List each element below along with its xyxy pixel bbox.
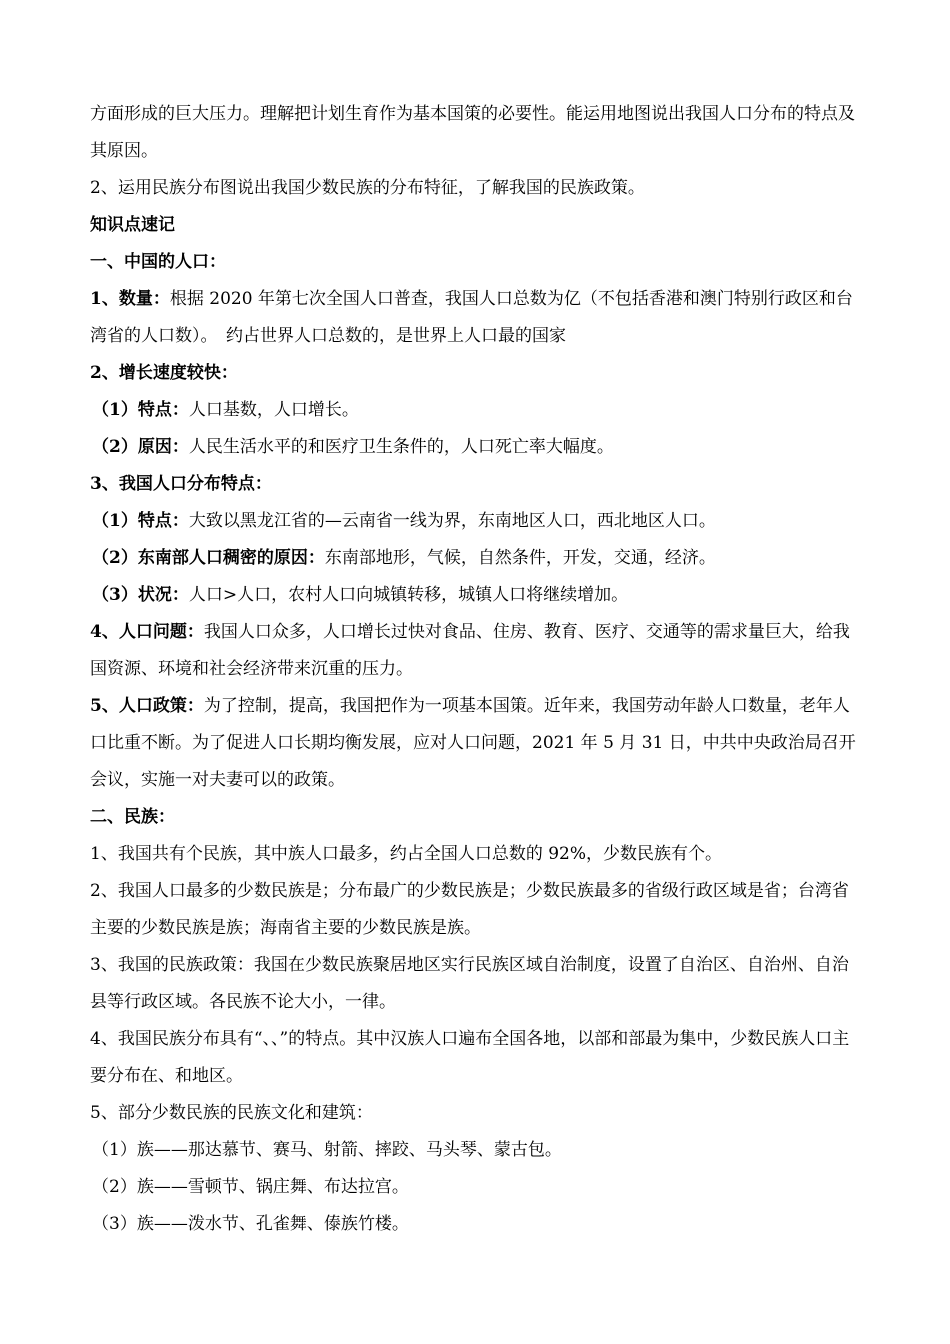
item-distribution-feature — [90, 503, 862, 540]
ethnic-item-3: 3、我国的民族政策：我国在少数民族聚居地区实行民族区域自治制度，设置了自治区、自治州、自治县等行政区域。各民族不论大小，一律。 — [90, 955, 849, 1012]
intro-point-2: 2、运用民族分布图说出我国少数民族的分布特征，了解我国的民族政策。 — [90, 178, 645, 198]
item-label: （2）东南部人口稠密的原因： — [92, 548, 325, 568]
item-text: 人民生活水平的和医疗卫生条件的，人口死亡率大幅度。 — [188, 437, 614, 457]
item-distribution: 3、我国人口分布特点： — [90, 474, 272, 494]
item-text: 人口>人口，农村人口向城镇转移，城镇人口将继续增加。 — [188, 585, 629, 605]
heading-knowledge-points: 知识点速记 — [90, 215, 175, 235]
heading-section-ethnic: 二、民族： — [90, 807, 175, 827]
item-label: （1）特点： — [92, 511, 189, 531]
item-label: （1）特点： — [92, 400, 189, 420]
item-text: 大致以黑龙江省的—云南省一线为界，东南地区人口，西北地区人口。 — [188, 511, 716, 531]
item-text: 东南部地形，气候，自然条件，开发，交通，经济。 — [324, 548, 716, 568]
item-label: （3）状况： — [92, 585, 189, 605]
item-text: 人口基数，人口增长。 — [188, 400, 359, 420]
heading-section-population: 一、中国的人口： — [90, 252, 226, 272]
item-growth-feature — [90, 392, 862, 429]
item-growth-reason — [90, 429, 862, 466]
item-text: 我国人口众多，人口增长过快对食品、住房、教育、医疗、交通等的需求量巨大，给我国资源、环境和社会经济带来沉重的压力。 — [90, 622, 850, 679]
ethnic-item-5-1: （1）族——那达慕节、赛马、射箭、摔跤、马头琴、蒙古包。 — [92, 1140, 562, 1160]
ethnic-item-2: 2、我国人口最多的少数民族是；分布最广的少数民族是；少数民族最多的省级行政区域是省；台湾省主要的少数民族是族；海南省主要的少数民族是族。 — [90, 881, 849, 938]
item-text: 根据 2020 年第七次全国人口普查，我国人口总数为亿（不包括香港和澳门特别行政区和台湾省的人口数）。 约占世界人口总数的，是世界上人口最的国家 — [90, 289, 853, 346]
document-page — [90, 96, 862, 1243]
ethnic-item-5-3: （3）族——泼水节、孔雀舞、傣族竹楼。 — [92, 1214, 409, 1234]
item-label: 1、数量： — [90, 289, 170, 309]
item-label: （2）原因： — [92, 437, 189, 457]
intro-paragraph-continuation: 方面形成的巨大压力。理解把计划生育作为基本国策的必要性。能运用地图说出我国人口分布的特点及其原因。 — [90, 104, 855, 161]
ethnic-item-1: 1、我国共有个民族，其中族人口最多，约占全国人口总数的 92%，少数民族有个。 — [90, 844, 723, 864]
item-growth-speed: 2、增长速度较快： — [90, 363, 238, 383]
item-label: 4、人口问题： — [90, 622, 204, 642]
item-text: 为了控制，提高，我国把作为一项基本国策。近年来，我国劳动年龄人口数量，老年人口比重不断。为了促进人口长期均衡发展，应对人口问题，2021 年 5 月 31 日，中共中央政治局召开会议，实施一对夫妻可以的政策。 — [90, 696, 856, 790]
ethnic-item-4: 4、我国民族分布具有“、、”的特点。其中汉族人口遍布全国各地，以部和部最为集中，少数民族人口主要分布在、和地区。 — [90, 1029, 850, 1086]
item-population-quantity — [90, 281, 862, 355]
item-population-policy — [90, 688, 862, 799]
ethnic-item-5: 5、部分少数民族的民族文化和建筑： — [90, 1103, 373, 1123]
item-distribution-status — [90, 577, 862, 614]
item-label: 5、人口政策： — [90, 696, 204, 716]
item-population-problem — [90, 614, 862, 688]
item-distribution-reason — [90, 540, 862, 577]
ethnic-item-5-2: （2）族——雪顿节、锅庄舞、布达拉宫。 — [92, 1177, 409, 1197]
